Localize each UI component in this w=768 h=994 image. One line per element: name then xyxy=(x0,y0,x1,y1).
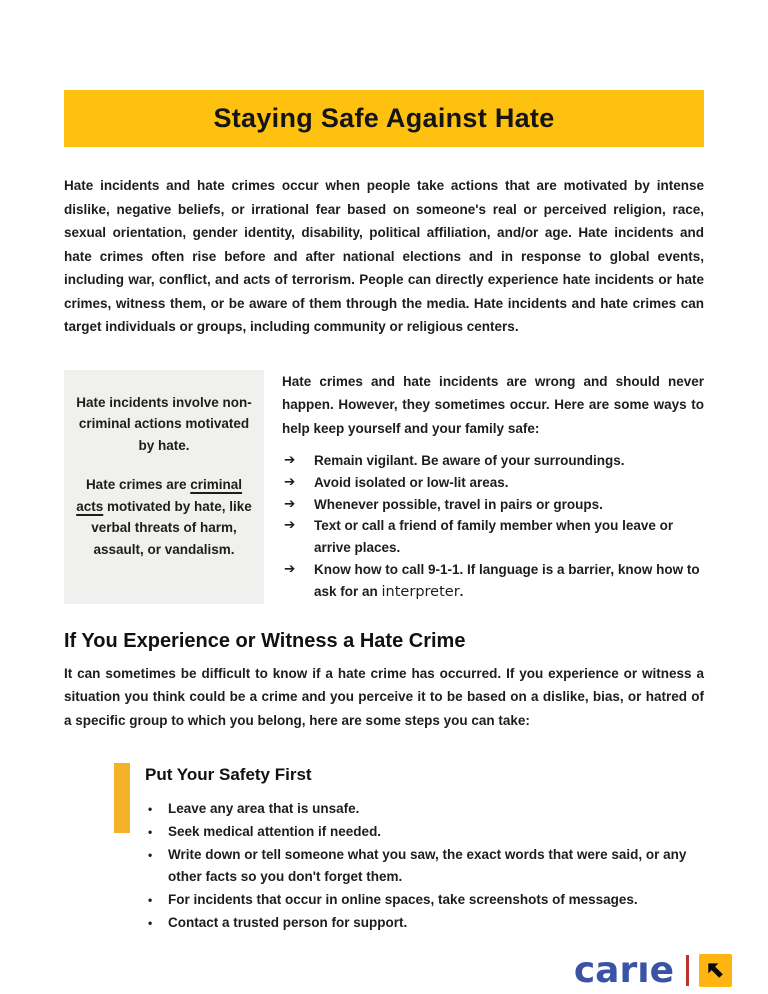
list-item: • Write down or tell someone what you saw, the exact words that were said, or any other facts so you don't forget them. xyxy=(145,844,704,890)
yellow-accent-bar xyxy=(114,763,130,833)
list-item: • For incidents that occur in online spaces, take screenshots of messages. xyxy=(145,889,704,912)
two-column-section xyxy=(64,370,704,604)
dot-bullet-icon: • xyxy=(148,802,153,817)
arrow-bullet-icon: ➔ xyxy=(284,517,296,534)
definitions-callout-box xyxy=(64,370,264,604)
title-banner xyxy=(64,90,704,147)
dot-bullet-icon: • xyxy=(148,824,153,839)
list-item: • Leave any area that is unsafe. xyxy=(145,798,704,821)
section-paragraph: It can sometimes be difficult to know if a hate crime has occurred. If you experience or witness a situation you think could be a crime and you perceive it to be based on a dislike, bias, or hatred of a specific group to which you belong, here are some steps you can take: xyxy=(64,665,704,728)
irc-arrow-icon xyxy=(699,954,732,987)
list-item: ➔ Know how to call 9-1-1. If language is a barrier, know how to ask for an interpreter. xyxy=(282,559,704,604)
dot-bullet-icon: • xyxy=(148,847,153,862)
logo-wordmark: carıe xyxy=(573,949,674,991)
list-item: • Seek medical attention if needed. xyxy=(145,821,704,844)
arrow-bullet-icon: ➔ xyxy=(284,560,296,577)
put-safety-first-block xyxy=(114,763,704,935)
interpreter-word: interpreter xyxy=(381,583,460,600)
dot-bullet-icon: • xyxy=(148,916,153,931)
tips-intro-paragraph: Hate crimes and hate incidents are wrong and should never happen. However, they sometimes occur. Here are some ways to help keep yourself and your family safe: xyxy=(282,373,704,436)
safety-tips-list xyxy=(282,450,704,604)
arrow-bullet-icon: ➔ xyxy=(284,473,296,490)
safety-tips-column xyxy=(282,370,704,604)
list-item: ➔ Avoid isolated or low-lit areas. xyxy=(282,472,704,494)
safety-first-list xyxy=(145,798,704,935)
dot-bullet-icon: • xyxy=(148,893,153,908)
arrow-bullet-icon: ➔ xyxy=(284,452,296,468)
underlined-term: criminal acts xyxy=(76,477,243,514)
list-item: ➔ Whenever possible, travel in pairs or groups. xyxy=(282,494,704,516)
list-item: ➔ Text or call a friend of family member when you leave or arrive places. xyxy=(282,515,704,559)
arrow-bullet-icon: ➔ xyxy=(284,495,296,512)
footer xyxy=(0,949,768,991)
safety-first-heading: Put Your Safety First xyxy=(145,765,312,785)
list-item: • Contact a trusted person for support. xyxy=(145,912,704,935)
carie-logo xyxy=(573,949,732,991)
intro-paragraph: Hate incidents and hate crimes occur when people take actions that are motivated by intense dislike, negative beliefs, or irrational fear based on someone's real or perceived religion, race, sexual orientation, gender identity, disability, political affiliation, and/or age. Hate incidents and hate crimes often rise before and after national elections and in response to global events, including war, conflict, and acts of terrorism. People can directly experience hate incidents or hate crimes, witness them, or be aware of them through the media. Hate incidents and hate crimes can target individuals or groups, including community or religious centers. xyxy=(64,178,704,334)
logo-separator-bar xyxy=(686,955,689,986)
page-title: Staying Safe Against Hate xyxy=(213,103,555,133)
section-heading: If You Experience or Witness a Hate Crime xyxy=(64,629,466,652)
hate-crime-definition: Hate crimes are criminal acts motivated by hate, like verbal threats of harm, assault, or vandalism. xyxy=(76,477,252,557)
hate-incident-definition: Hate incidents involve non-criminal actions motivated by hate. xyxy=(76,394,252,453)
list-item: ➔ Remain vigilant. Be aware of your surroundings. xyxy=(282,450,704,472)
